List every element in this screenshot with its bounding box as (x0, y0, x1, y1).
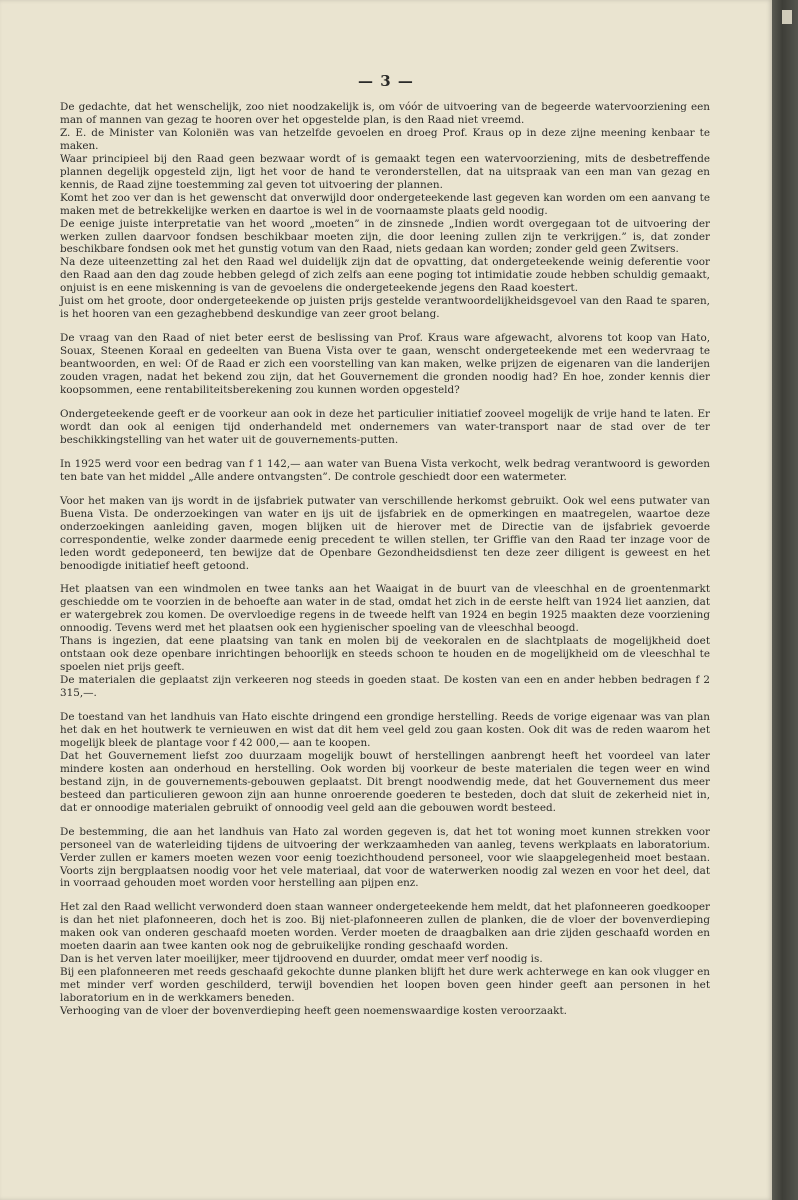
paragraph: Komt het zoo ver dan is het gewenscht dat onverwijld door ondergeteekende last gegeven kan worden om een aanvang te maken met de betrekkelijke werken en daartoe is wel in de voornaamste plaats geld noodig. (60, 191, 710, 217)
paragraph: Z. E. de Minister van Koloniën was van hetzelfde gevoelen en droeg Prof. Kraus op in deze zijne meening kenbaar te maken. (60, 126, 710, 152)
paragraph: Ondergeteekende geeft er de voorkeur aan ook in deze het particulier initiatief zooveel mogelijk de vrije hand te laten. Er wordt dan ook al eenigen tijd onderhandeld met ondernemers van water-transport naar de stad over de ter beschikkingstelling van het water uit de gouvernements-putten. (60, 407, 710, 446)
paragraph: Waar principieel bij den Raad geen bezwaar wordt of is gemaakt tegen een watervoorziening, mits de desbetreffende plannen degelijk opgesteld zijn, ligt het voor de hand te veronderstellen, dat na uitspraak van een man van gezag en kennis, de Raad zijne toestemming zal geven tot uitvoering der plannen. (60, 152, 710, 191)
page-number: — 3 — (358, 72, 414, 90)
paragraph: De toestand van het landhuis van Hato eischte dringend een grondige herstelling. Reeds de vorige eigenaar was van plan het dak en het houtwerk te vernieuwen en wist dat dit hem veel geld zou gaan kosten. Ook dit was de reden waarom het mogelijk bleek de plantage voor f 42 000,— aan te koopen. (60, 711, 710, 749)
corner-mark (782, 10, 792, 24)
paragraph: Na deze uiteenzetting zal het den Raad wel duidelijk zijn dat de opvatting, dat ondergeteekende weinig deferentie voor den Raad aan den dag zoude hebben gelegd of zich zelfs aan eene poging tot intimidatie zoude hebben schuldig gemaakt, onjuist is en eene miskenning is van de gevoelens die ondergeteekende jegens den Raad koestert. (60, 256, 710, 295)
paragraph: Het zal den Raad wellicht verwonderd doen staan wanneer ondergeteekende hem meldt, dat het plafonneeren goedkooper is dan het niet plafonneeren, doch het is zoo. Bij niet-plafonneeren zullen de planken, die de vloer der bovenverdieping maken ook van onderen geschaafd moeten worden. Verder moeten de draagbalken aan drie zijden geschaafd worden en moeten daarin aan twee kanten ook nog de gebruikelijke ronding geschaafd worden. (60, 901, 710, 953)
paragraph: Het plaatsen van een windmolen en twee tanks aan het Waaigat in de buurt van de vleeschhal en de groentenmarkt geschiedde om te voorzien in de behoefte aan water in de stad, omdat het zich in de eerste helft van 1924 liet aanzien, dat er watergebrek zou komen. De overvloedige regens in de tweede helft van 1924 en begin 1925 maakten deze voorziening onnoodig. Tevens werd met het plaatsen ook een hygienischer spoeling van de vleeschhal beoogd. (60, 583, 710, 635)
paragraph: Thans is ingezien, dat eene plaatsing van tank en molen bij de veekoralen en de slachtplaats de mogelijkheid doet ontstaan ook deze openbare inrichtingen behoorlijk en steeds schoon te houden en de mogelijkheid om de vleeschhal te spoelen niet prijs geeft. (60, 635, 710, 674)
paragraph: De gedachte, dat het wenschelijk, zoo niet noodzakelijk is, om vóór de uitvoering van de begeerde watervoorziening een man of mannen van gezag te hooren over het opgestelde plan, is den Raad niet vreemd. (60, 101, 710, 126)
paragraph: Bij een plafonneeren met reeds geschaafd gekochte dunne planken blijft het dure werk achterwege en kan ook vlugger en met minder verf worden geschilderd, terwijl bovendien het loopen boven geen hinder geeft aan personen in het laboratorium en in de werkkamers beneden. (60, 966, 710, 1005)
paragraph: Dan is het verven later moeilijker, meer tijdroovend en duurder, omdat meer verf noodig is. (60, 953, 543, 966)
paragraph: In 1925 werd voor een bedrag van f 1 142,— aan water van Buena Vista verkocht, welk bedrag verantwoord is geworden ten bate van het middel „Alle andere ontvangsten”. De controle geschiedt door een watermeter. (60, 457, 710, 483)
paragraph: Voor het maken van ijs wordt in de ijsfabriek putwater van verschillende herkomst gebruikt. Ook wel eens putwater van Buena Vista. De onderzoekingen van water en ijs uit de ijsfabriek en de opmerkingen en maatregelen, waartoe deze onderzoekingen aanleiding gaven, mogen blijken uit de hierover met de Directie van de ijsfabriek gevoerde correspondentie, welke zonder daarmede eenig precedent te willen stellen, ter Griffie van den Raad ter inzage voor de leden wordt gedeponeerd, ten bewijze dat de Openbare Gezondheidsdienst ten deze zeer diligent is geweest en het benoodigde initiatief heeft getoond. (60, 494, 710, 572)
paragraph: Verhooging van de vloer der bovenverdieping heeft geen noemenswaardige kosten veroorzaakt. (60, 1005, 567, 1018)
binding-spine (772, 0, 798, 1200)
body-text (60, 101, 710, 1018)
paragraph: De vraag van den Raad of niet beter eerst de beslissing van Prof. Kraus ware afgewacht, alvorens tot koop van Hato, Souax, Steenen Koraal en gedeelten van Buena Vista over te gaan, wenscht ondergeteekende met een wedervraag te beantwoorden, en wel: Of de Raad er zich een voorstelling van kan maken, welke prijzen de eigenaren van die landerijen zouden vragen, nadat het bekend zou zijn, dat het Gouvernement die gronden noodig had? En hoe, zonder kennis dier koopsommen, eene rentabiliteitsberekening zou kunnen worden opgesteld? (60, 332, 710, 397)
paragraph: Juist om het groote, door ondergeteekende op juisten prijs gestelde verantwoordelijkheidsgevoel van den Raad te sparen, is het hooren van een gezaghebbend deskundige van zeer groot belang. (60, 295, 710, 321)
paragraph: De materialen die geplaatst zijn verkeeren nog steeds in goeden staat. De kosten van een en ander hebben bedragen f 2 315,—. (60, 674, 710, 700)
paragraph: Dat het Gouvernement liefst zoo duurzaam mogelijk bouwt of herstellingen aanbrengt heeft het voordeel van later mindere kosten aan onderhoud en herstelling. Ook worden bij voorkeur de beste materialen die tegen weer en wind bestand zijn, in de gouvernements-gebouwen geplaatst. Dit brengt noodwendig mede, dat het Gouvernement dus meer besteed dan particulieren gewoon zijn aan hunne onroerende goederen te besteden, doch dat sluit de zekerheid niet in, dat er onnoodige materialen gebruikt of onnoodig veel geld aan die gebouwen wordt besteed. (60, 749, 710, 814)
paragraph: De bestemming, die aan het landhuis van Hato zal worden gegeven is, dat het tot woning moet kunnen strekken voor personeel van de waterleiding tijdens de uitvoering der werkzaamheden van aanleg, tevens werkplaats en laboratorium. Verder zullen er kamers moeten wezen voor eenig toezichthoudend personeel, voor wie slaapgelegenheid moet bestaan. Voorts zijn bergplaatsen noodig voor het vele materiaal, dat voor de waterwerken noodig zal wezen en voor het deel, dat in voorraad gehouden moet worden voor herstelling aan pijpen enz. (60, 825, 710, 890)
paragraph: De eenige juiste interpretatie van het woord „moeten” in de zinsnede „Indien wordt overgegaan tot de uitvoering der werken zullen daarvoor fondsen beschikbaar moeten zijn, die door leening zullen zijn te verkrijgen.” is, dat zonder beschikbare fondsen ook met het gunstig votum van den Raad, niets gedaan kan worden; zonder geld geen Zwitsers. (60, 217, 710, 256)
